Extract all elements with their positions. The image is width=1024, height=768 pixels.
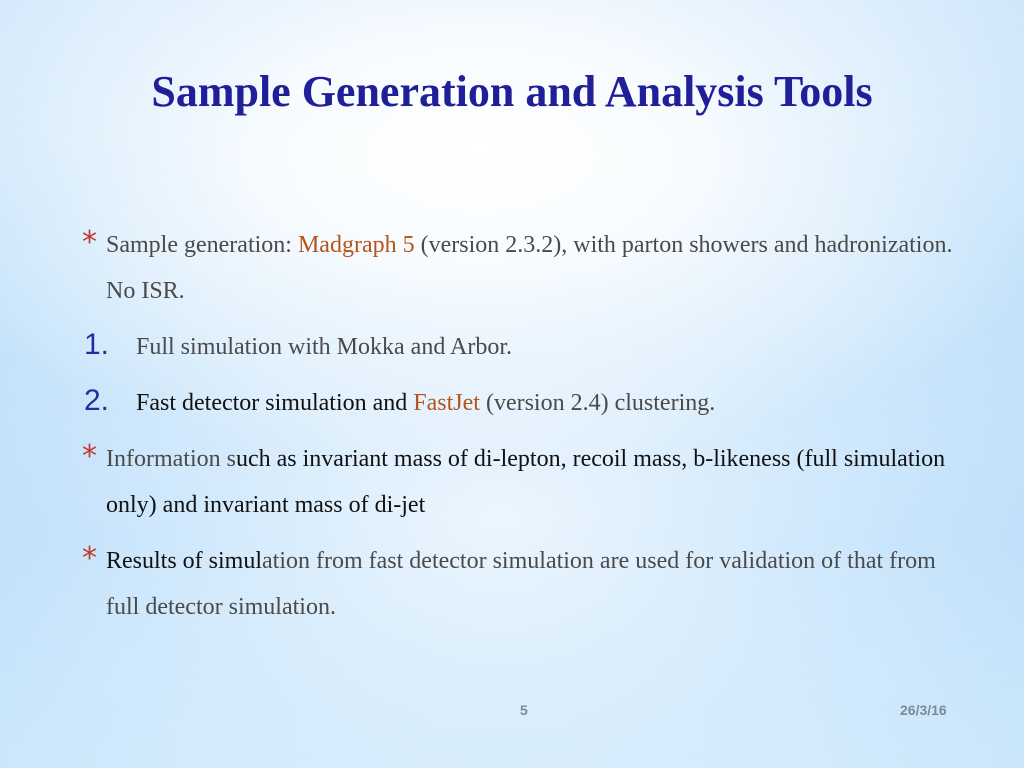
text-run-highlight: Madgraph 5 <box>297 232 415 258</box>
asterisk-bullet-icon: * <box>82 225 97 260</box>
slide-date: 26/3/16 <box>900 702 947 718</box>
text-run-highlight: FastJet <box>413 390 480 416</box>
text-run: (version 2.3.2), with parton showers and hadronization. No ISR. <box>106 232 953 304</box>
list-number: 1. <box>84 328 110 361</box>
list-number: 2. <box>84 384 110 417</box>
bullet-item-sample-generation <box>80 222 960 314</box>
text-run: Full simulation with Mokka and Arbor. <box>136 334 512 360</box>
bullet-item-results <box>80 538 960 630</box>
text-run: Fast detector simulation and <box>136 390 414 416</box>
numbered-item-1 <box>80 324 960 370</box>
numbered-text <box>136 324 960 370</box>
slide-content <box>80 222 960 630</box>
asterisk-bullet-icon: * <box>82 541 97 576</box>
bullet-text <box>106 436 960 528</box>
text-run: ation from fast detector simulation are used for validation of that from full detector simulation. <box>106 548 936 620</box>
text-run: Sample generation: <box>106 232 298 258</box>
asterisk-bullet-icon: * <box>82 439 97 474</box>
text-run: Results of simul <box>106 548 263 574</box>
bullet-text <box>106 538 960 630</box>
bullet-text <box>106 222 960 314</box>
text-run: (version 2.4) clustering. <box>479 390 716 416</box>
text-run: Information s <box>106 446 236 472</box>
numbered-item-2 <box>80 380 960 426</box>
text-run: uch as invariant mass of di-lepton, recoil mass, b-likeness (full simulation only) and invariant mass of di-jet <box>106 446 946 518</box>
bullet-item-information <box>80 436 960 528</box>
page-number: 5 <box>520 702 528 718</box>
slide-title: Sample Generation and Analysis Tools <box>151 67 873 116</box>
numbered-text <box>136 380 960 426</box>
